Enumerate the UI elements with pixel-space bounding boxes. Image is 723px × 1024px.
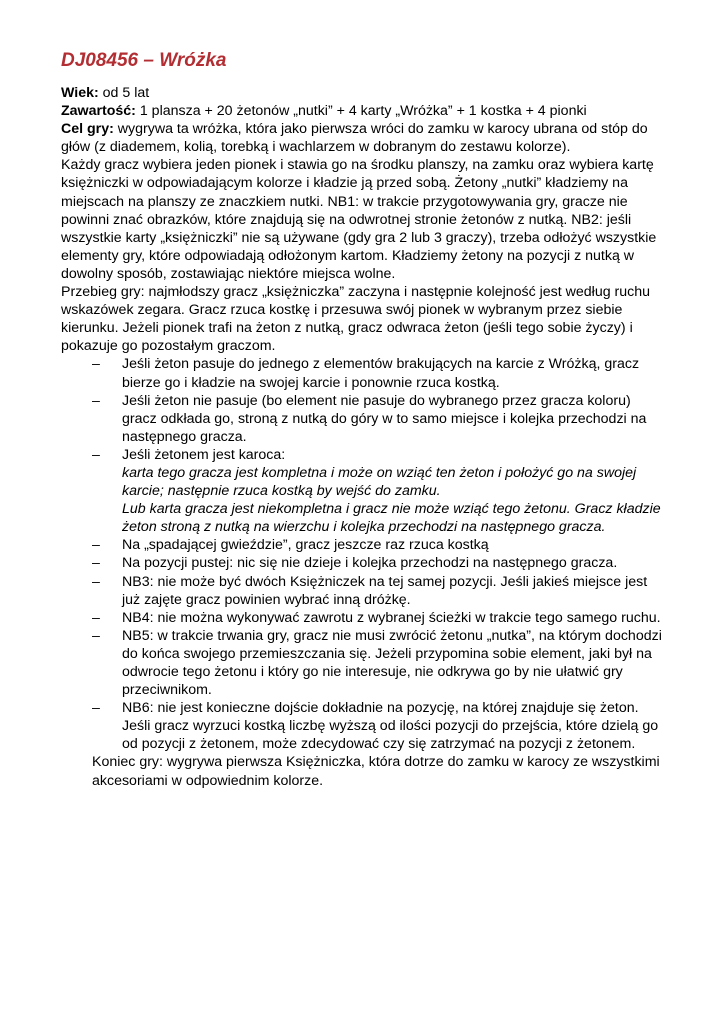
list-item-text: NB5: w trakcie trwania gry, gracz nie musi zwrócić żetonu „nutka”, na którym dochodzi do końca swojego przemieszczania się. Jeżeli przypomina sobie element, jaki był na odwrocie tego żetonu i który go nie interesuje, nie odkrywa go by nie ułatwić gry przeciwnikom. (122, 627, 662, 699)
contents-label: Zawartość: (61, 103, 136, 120)
list-item-text: Jeśli żeton nie pasuje (bo element nie pasuje do wybranego przez gracza koloru) gracz odkłada go, stroną z nutką do góry w to samo miejsce i kolejka przechodzi na następnego gracza. (122, 392, 647, 445)
dash-bullet: – (92, 700, 100, 717)
goal-paragraph (61, 120, 669, 156)
list-item-text: Jeśli żetonem jest karoca: (122, 446, 286, 463)
carriage-case-incomplete: Lub karta gracza jest niekompletna i gracz nie może wziąć tego żetonu. Gracz kładzie żeton stroną z nutką na wierzchu i kolejka przechodzi na następnego gracza. (122, 501, 661, 536)
list-item (92, 355, 669, 391)
list-item (92, 699, 669, 753)
list-item-text: Na „spadającej gwieździe”, gracz jeszcze raz rzuca kostką (122, 537, 489, 554)
list-item-text: Na pozycji pustej: nic się nie dzieje i kolejka przechodzi na następnego gracza. (122, 555, 618, 572)
age-label: Wiek: (61, 85, 99, 101)
dash-bullet: – (92, 573, 100, 590)
dash-bullet: – (92, 446, 100, 463)
list-item (92, 536, 669, 554)
dash-bullet: – (92, 609, 100, 626)
course-paragraph: Przebieg gry: najmłodszy gracz „księżniczka” zaczyna i następnie kolejność jest według ruchu wskazówek zegara. Gracz rzuca kostkę i przesuwa swój pionek w wybranym przez siebie kierunku. Jeżeli pionek trafi na żeton z nutką, gracz odwraca żeton (jeśli tego sobie życzy) i pokazuje go pozostałym graczom. (61, 284, 651, 355)
list-item (92, 609, 669, 627)
age-value: od 5 lat (98, 85, 150, 101)
goal-label: Cel gry: (61, 121, 114, 138)
list-item (92, 392, 669, 446)
rules-list (61, 355, 669, 753)
list-item (92, 446, 669, 536)
carriage-case-complete: karta tego gracza jest kompletna i może on wziąć ten żeton i położyć go na swojej karcie; następnie rzuca kostką by wejść do zamku. (122, 464, 637, 500)
contents-line (61, 102, 669, 120)
dash-bullet: – (92, 356, 100, 373)
dash-bullet: – (92, 555, 100, 572)
document-body (61, 84, 669, 790)
list-item-text: Jeśli żeton pasuje do jednego z elementów brakujących na karcie z Wróżką, gracz bierze go i kładzie na swojej karcie i ponownie rzuca kostką. (122, 356, 640, 391)
document-page (61, 48, 669, 790)
dash-bullet: – (92, 392, 100, 409)
list-item-text: NB3: nie może być dwóch Księżniczek na tej samej pozycji. Jeśli jakieś miejsce jest już zajęte gracz powinien wybrać inną dróżkę. (122, 573, 648, 608)
list-item-text: NB6: nie jest konieczne dojście dokładnie na pozycję, na której znajduje się żeton. Jeśli gracz wyrzuci kostką liczbę wyższą od ilości pozycji do przejścia, które dzielą go od pozycji z żetonem, może zdecydować czy się zatrzymać na pozycji z żetonem. (122, 700, 659, 753)
list-item (92, 627, 669, 699)
list-item (92, 554, 669, 572)
goal-value: wygrywa ta wróżka, która jako pierwsza wróci do zamku w karocy ubrana od stóp do głów (z diademem, kolią, torebką i wachlarzem w dobranym do zestawu kolorze). (61, 121, 648, 156)
contents-value: 1 plansza + 20 żetonów „nutki” + 4 karty „Wróżka” + 1 kostka + 4 pionki (135, 103, 587, 120)
dash-bullet: – (92, 537, 100, 554)
dash-bullet: – (92, 627, 100, 644)
list-item (92, 573, 669, 609)
end-paragraph: Koniec gry: wygrywa pierwsza Księżniczka, która dotrze do zamku w karocy ze wszystkimi akcesoriami w odpowiednim kolorze. (92, 754, 660, 789)
age-line (61, 84, 669, 102)
setup-paragraph: Każdy gracz wybiera jeden pionek i stawia go na środku planszy, na zamku oraz wybiera kartę księżniczki w odpowiadającym kolorze i kładzie ją przed sobą. Żetony „nutki” kładziemy na miejscach na planszy ze znaczkiem nutki. NB1: w trakcie przygotowywania gry, gracze nie powinni znać obrazków, które znajdują się na odwrotnej stronie żetonów z nutką. NB2: jeśli wszystkie karty „księżniczki” nie są używane (gdy gra 2 lub 3 graczy), trzeba odłożyć wszystkie elementy gry, które odpowiadają odłożonym kartom. Kładziemy żetony na pozycji z nutką w dowolny sposób, zostawiając niektóre miejsca wolne. (61, 157, 657, 282)
list-item-text: NB4: nie można wykonywać zawrotu z wybranej ścieżki w trakcie tego samego ruchu. (122, 609, 661, 626)
document-title: DJ08456 – Wróżka (61, 50, 227, 71)
